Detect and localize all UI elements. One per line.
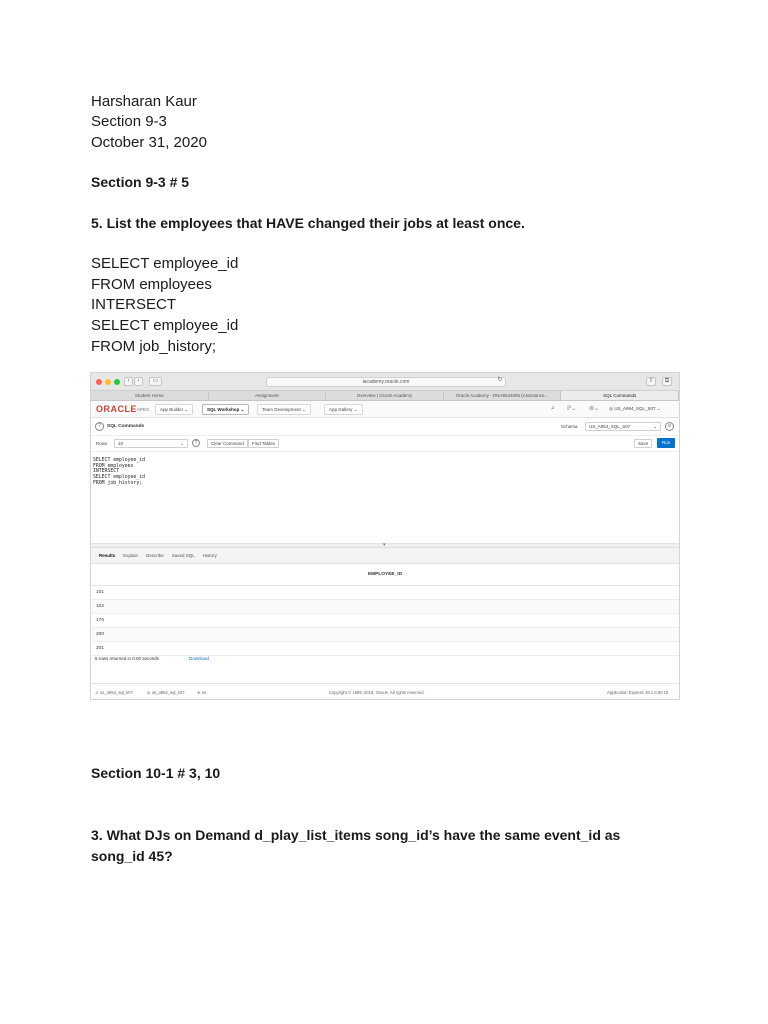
find-tables-button[interactable]: Find Tables: [248, 439, 279, 448]
url-bar[interactable]: [266, 377, 506, 387]
back-icon[interactable]: ‹: [124, 377, 133, 386]
table-row: 102: [91, 600, 679, 614]
browser-tab-active[interactable]: SQL Commands: [561, 391, 679, 400]
search-icon[interactable]: ⌕: [551, 405, 555, 412]
sql-workshop-menu[interactable]: SQL Workshop ⌄: [202, 404, 249, 415]
sql-editor[interactable]: SELECT employee_id FROM employees INTERSECT SELECT employee_id FROM job_history;: [91, 452, 679, 544]
close-dot-icon[interactable]: [96, 379, 102, 385]
page-title-bar: [91, 418, 679, 436]
user-icon: ♙: [95, 690, 99, 695]
app-builder-menu[interactable]: App Builder ⌄: [155, 404, 193, 415]
apex-header: [91, 401, 679, 418]
tab-explain[interactable]: Explain: [123, 553, 139, 558]
share-icon[interactable]: ⇧: [646, 377, 656, 386]
rows-select[interactable]: 10 ⌄: [114, 439, 188, 448]
reload-icon[interactable]: ↻: [497, 377, 503, 383]
part2-question-line2: song_id 45?: [91, 848, 173, 864]
table-row: 101: [91, 586, 679, 600]
page-title: SQL Commands: [107, 424, 145, 429]
sql-toolbar: [91, 436, 679, 452]
result-tabs: [91, 548, 679, 564]
apex-label: APEX: [137, 407, 150, 412]
browser-tab[interactable]: Assignment: [209, 391, 327, 400]
database-icon: ⊜: [147, 690, 151, 695]
browser-tab[interactable]: Student Home: [91, 391, 209, 400]
schema-select[interactable]: US_A954_SQL_S07 ⌄: [585, 422, 661, 431]
settings-icon[interactable]: ⊚⌄: [589, 406, 600, 412]
table-row: 201: [91, 642, 679, 656]
version: Application Express 19.1.0.00.15: [607, 690, 669, 695]
user-icon: ◎: [609, 406, 613, 411]
table-row: 176: [91, 614, 679, 628]
sidebar-icon[interactable]: ▭: [149, 377, 162, 386]
url-text: iacademy.oracle.com: [362, 379, 410, 385]
user-menu[interactable]: ◎ US_A954_SQL_S07 ⌄: [609, 406, 661, 411]
tab-history[interactable]: History: [202, 553, 217, 558]
globe-icon: ⊕: [197, 690, 201, 695]
chevron-down-icon: ⌄: [653, 424, 657, 429]
footer-user[interactable]: ♙ us_a954_sql_s07: [95, 690, 133, 695]
help-icon[interactable]: ℙ⌄: [567, 406, 577, 412]
minimize-dot-icon[interactable]: [105, 379, 111, 385]
section-label: Section 9-3: [91, 113, 167, 130]
run-button[interactable]: Run: [657, 438, 675, 448]
part2-question-line1: 3. What DJs on Demand d_play_list_items song_id’s have the same event_id as: [91, 827, 621, 843]
chevron-down-icon: ⌄: [180, 441, 184, 446]
tabs-overview-icon[interactable]: ⧉: [662, 377, 672, 386]
app-gallery-menu[interactable]: App Gallery ⌄: [324, 404, 363, 415]
schema-info-icon[interactable]: ⊙: [665, 422, 674, 431]
date-label: October 31, 2020: [91, 134, 207, 151]
sql-line: SELECT employee_id: [91, 317, 239, 334]
browser-tab[interactable]: Overview | Oracle Academy: [326, 391, 444, 400]
maximize-dot-icon[interactable]: [114, 379, 120, 385]
schema-label: Schema: [561, 424, 578, 429]
sql-line: FROM employees: [91, 276, 212, 293]
oracle-logo: ORACLE: [96, 404, 137, 414]
rows-help-icon[interactable]: ?: [192, 439, 200, 447]
results-table: [91, 564, 679, 656]
sql-line: FROM job_history;: [91, 338, 217, 355]
column-header[interactable]: EMPLOYEE_ID: [91, 564, 679, 586]
clear-command-button[interactable]: Clear Command: [207, 439, 248, 448]
rows-label: Rows: [96, 441, 108, 446]
part2-heading: Section 10-1 # 3, 10: [91, 765, 221, 781]
download-link[interactable]: Download: [189, 656, 210, 661]
browser-titlebar: [91, 373, 679, 391]
table-row: 200: [91, 628, 679, 642]
part1-heading: Section 9-3 # 5: [91, 174, 190, 190]
team-development-menu[interactable]: Team Development ⌄: [257, 404, 311, 415]
tab-describe[interactable]: Describe: [146, 553, 164, 558]
save-button[interactable]: Save: [634, 439, 652, 448]
apex-footer: [91, 683, 679, 700]
tab-results[interactable]: Results: [99, 553, 116, 558]
tab-saved-sql[interactable]: Saved SQL: [171, 553, 195, 558]
collapse-arrow-icon[interactable]: ▾: [383, 542, 386, 548]
rows-summary: 5 rows returned in 0.00 seconds: [95, 656, 160, 661]
sql-line: SELECT employee_id: [91, 255, 239, 272]
forward-icon[interactable]: ›: [134, 377, 143, 386]
author-name: Harsharan Kaur: [91, 93, 197, 110]
browser-tab[interactable]: Oracle Academy - DNA9534005 (Assistance...: [444, 391, 562, 400]
footer-schema[interactable]: ⊜ us_a954_sql_s07: [147, 690, 185, 695]
sql-commands-icon: ?: [95, 422, 104, 431]
browser-tabs: [91, 391, 679, 401]
copyright: Copyright © 1999, 2019, Oracle. All rights reserved.: [329, 690, 425, 695]
embedded-screenshot: [90, 372, 680, 700]
sql-line: INTERSECT: [91, 296, 177, 313]
part1-question: 5. List the employees that HAVE changed their jobs at least once.: [91, 215, 525, 231]
footer-language[interactable]: ⊕ en: [197, 690, 207, 695]
